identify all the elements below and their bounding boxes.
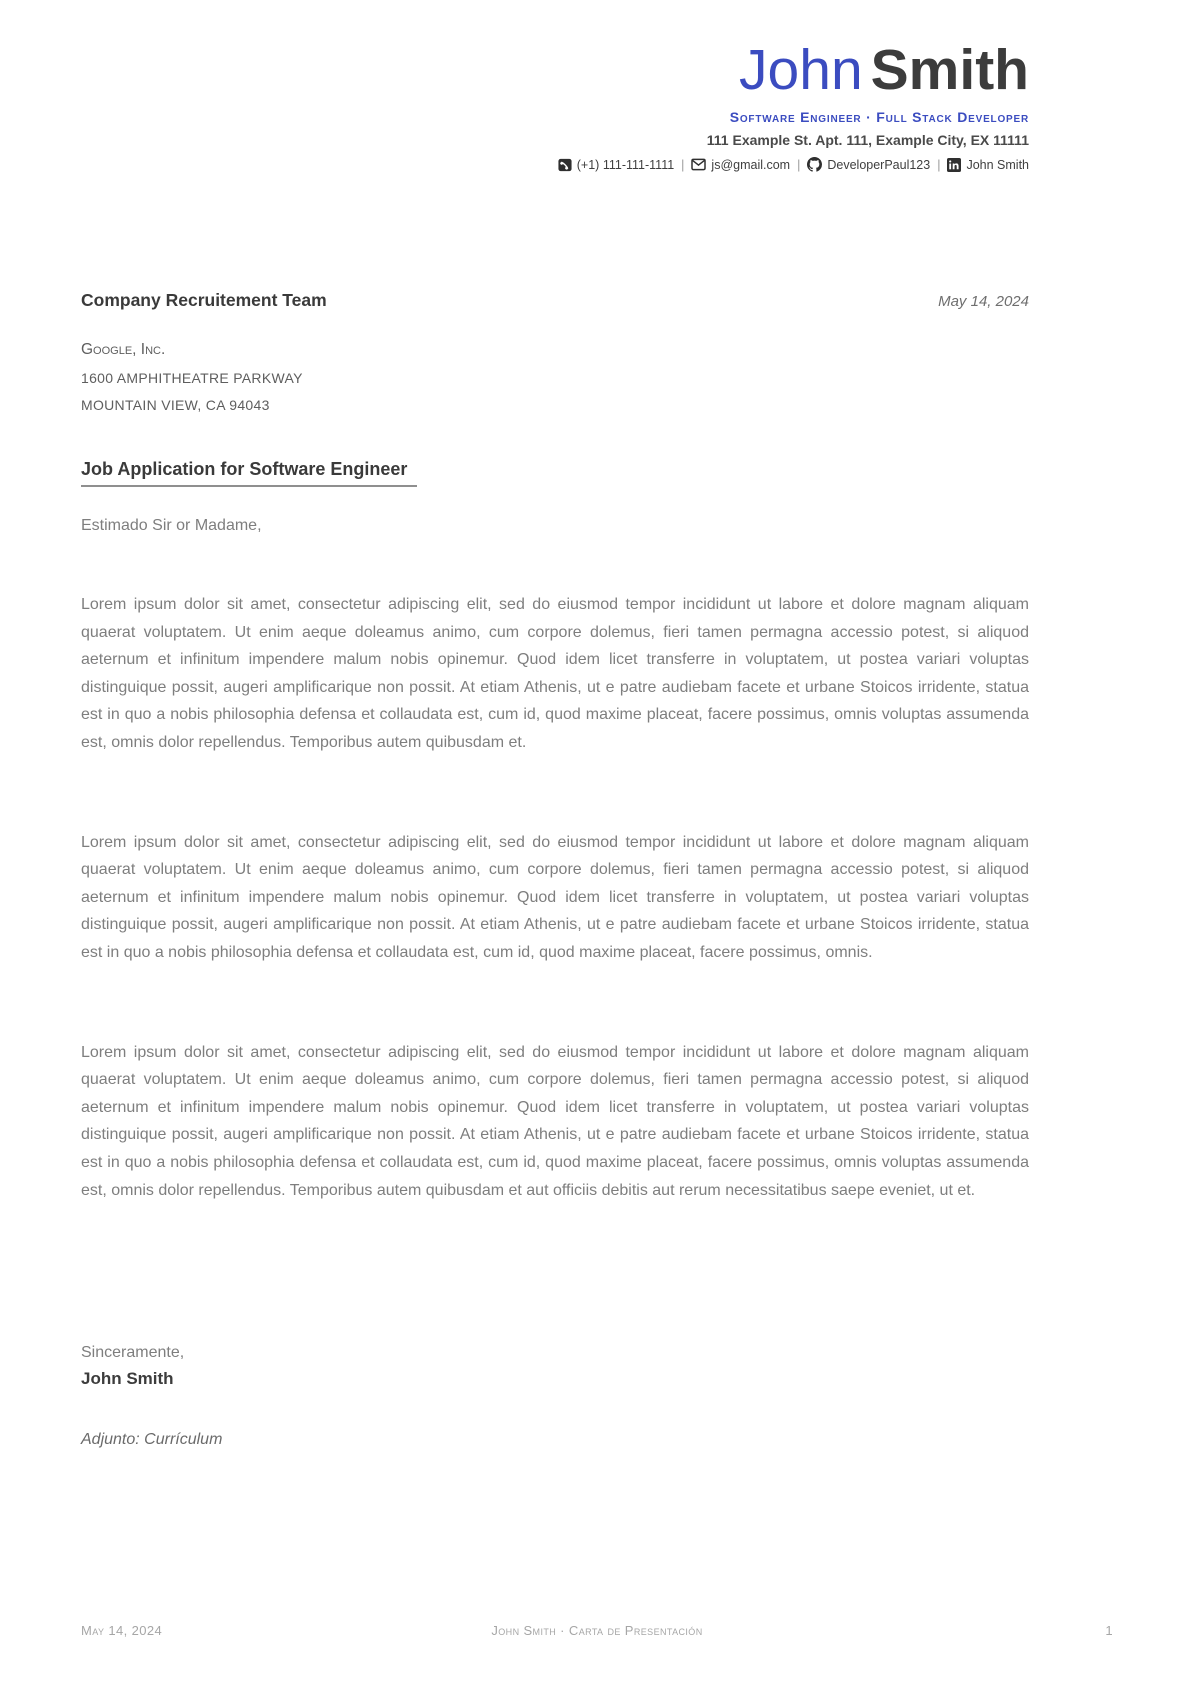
valediction: Sinceramente,: [81, 1344, 185, 1362]
body-paragraph-3: Lorem ipsum dolor sit amet, consectetur adipiscing elit, sed do eiusmod tempor incididunt ut labore et dolore magnam aliquam quaerat voluptatem. Ut enim aeque doleamus animo, cum corpore dolemus, fieri tamen permagna accessio potest, si aliquod aeternum et infinitum impendere malum nobis opinemur. Quod idem licet transferre in voluptatem, ut postea variari voluptas distinguique possit, augeri amplificarique non possit. At etiam Athenis, ut e patre audiebam facete et urbane Stoicos irridente, statua est in quo a nobis philosophia defensa et collaudata est, cum id, quod maxime placeat, facere possimus, omnis voluptas assumenda est, omnis dolor repellendus. Temporibus autem quibusdam et aut officiis debitis aut rerum necessitatibus saepe eveniet, ut et.: [81, 1043, 1029, 1199]
contact-separator: |: [937, 157, 941, 172]
email-address: js@gmail.com: [711, 157, 791, 172]
recipient-organization: Google, Inc.: [81, 341, 166, 358]
contact-line: [81, 157, 1029, 172]
recipient-address-line2: MOUNTAIN VIEW, CA 94043: [81, 397, 270, 413]
linkedin-icon: [947, 158, 961, 172]
last-name: Smith: [870, 38, 1029, 102]
email-contact[interactable]: [691, 158, 790, 172]
letter-date: May 14, 2024: [938, 293, 1029, 310]
recipient-row: [81, 290, 1029, 311]
phone-icon: [558, 158, 572, 172]
position-subtitle: Software Engineer · Full Stack Developer: [729, 109, 1029, 125]
github-handle: DeveloperPaul123: [827, 157, 931, 172]
enclosure-note: Adjunto: Currículum: [81, 1431, 223, 1449]
first-name: John: [739, 38, 863, 102]
body-paragraph-2: Lorem ipsum dolor sit amet, consectetur adipiscing elit, sed do eiusmod tempor incididunt ut labore et dolore magnam aliquam quaerat voluptatem. Ut enim aeque doleamus animo, cum corpore dolemus, fieri tamen permagna accessio potest, si aliquod aeternum et infinitum impendere malum nobis opinemur. Quod idem licet transferre in voluptatem, ut postea variari voluptas distinguique possit, augeri amplificarique non possit. At etiam Athenis, ut e patre audiebam facete et urbane Stoicos irridente, statua est in quo a nobis philosophia defensa et collaudata est, cum id, quod maxime placeat, facere possimus, omnis.: [81, 833, 1029, 961]
github-icon: [807, 157, 822, 172]
contact-separator: |: [797, 157, 801, 172]
contact-separator: |: [681, 157, 685, 172]
recipient-section: [81, 290, 1029, 413]
header: [81, 0, 1029, 172]
phone-contact[interactable]: [558, 158, 674, 172]
footer-date: May 14, 2024: [81, 1623, 163, 1638]
page-footer: [81, 1623, 1113, 1638]
body-paragraph-1: Lorem ipsum dolor sit amet, consectetur adipiscing elit, sed do eiusmod tempor incididunt ut labore et dolore magnam aliquam quaerat voluptatem. Ut enim aeque doleamus animo, cum corpore dolemus, fieri tamen permagna accessio potest, si aliquod aeternum et infinitum impendere malum nobis opinemur. Quod idem licet transferre in voluptatem, ut postea variari voluptas distinguique possit, augeri amplificarique non possit. At etiam Athenis, ut e patre audiebam facete et urbane Stoicos irridente, statua est in quo a nobis philosophia defensa et collaudata est, cum id, quod maxime placeat, facere possimus, omnis voluptas assumenda est, omnis dolor repellendus. Temporibus autem quibusdam et.: [81, 596, 1029, 751]
recipient-team: Company Recruitement Team: [81, 290, 327, 310]
linkedin-contact[interactable]: [947, 158, 1029, 172]
footer-page-number: 1: [1105, 1623, 1113, 1638]
github-contact[interactable]: [807, 157, 930, 172]
email-icon: [691, 158, 706, 171]
letter-body: [81, 413, 1029, 1449]
footer-title: John Smith · Carta de Presentación: [491, 1623, 703, 1638]
linkedin-name: John Smith: [966, 157, 1029, 172]
closing-block: [81, 1344, 1029, 1389]
person-name: [81, 40, 1029, 100]
signature-name: John Smith: [81, 1369, 174, 1389]
letter-title: Job Application for Software Engineer: [81, 459, 417, 487]
salutation: Estimado Sir or Madame,: [81, 517, 262, 534]
recipient-address-line1: 1600 AMPHITHEATRE PARKWAY: [81, 370, 303, 386]
phone-number: (+1) 111-111-1111: [576, 157, 675, 172]
header-address: 111 Example St. Apt. 111, Example City, EX 11111: [706, 132, 1029, 148]
